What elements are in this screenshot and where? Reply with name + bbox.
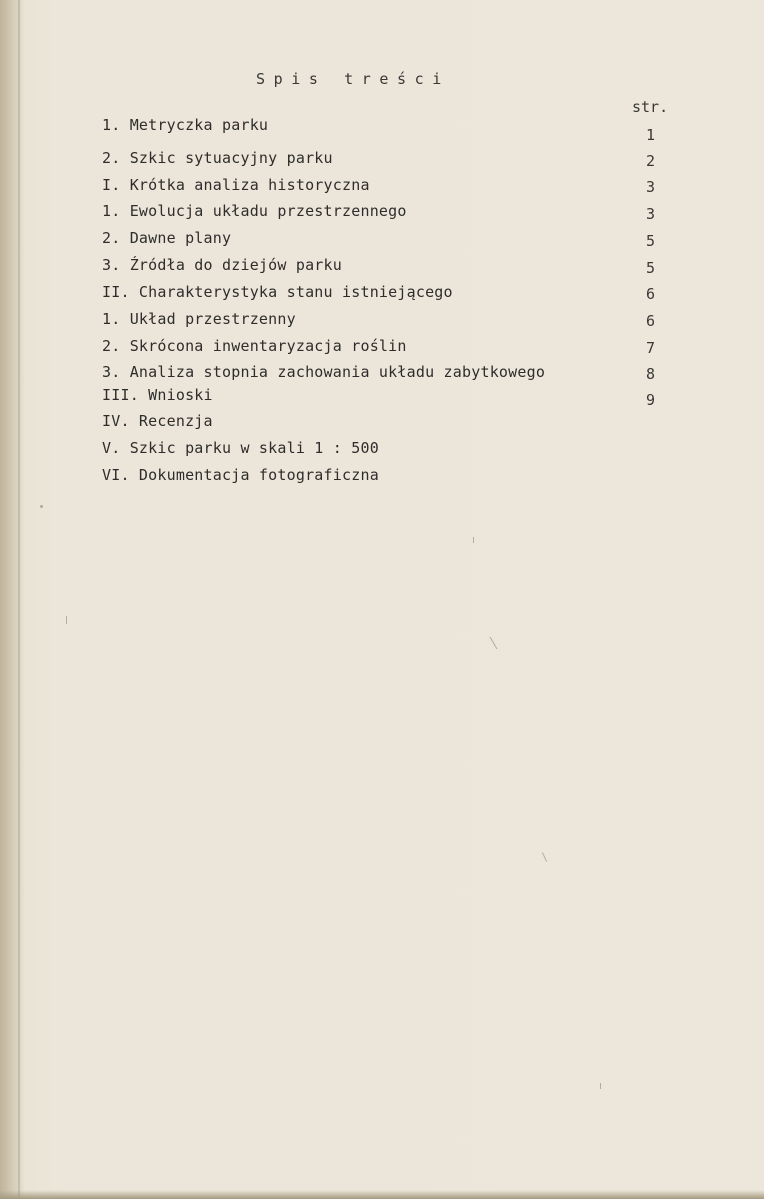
paper-speck	[473, 537, 474, 543]
toc-entry: VI. Dokumentacja fotograficzna	[102, 466, 379, 484]
paper-speck	[600, 1083, 601, 1089]
toc-entry: 3. Źródła do dziejów parku	[102, 256, 342, 274]
toc-page-number: 6	[646, 312, 656, 330]
toc-entry: 2. Dawne plany	[102, 229, 232, 247]
page-bottom-edge	[0, 1190, 764, 1199]
toc-entry: 1. Układ przestrzenny	[102, 310, 296, 328]
paper-speck	[542, 852, 547, 861]
toc-page-number: 3	[646, 205, 656, 223]
paper-speck	[66, 616, 67, 624]
toc-entry: III. Wnioski	[102, 386, 213, 404]
toc-entry: 1. Ewolucja układu przestrzennego	[102, 202, 407, 220]
toc-page-number: 6	[646, 285, 656, 303]
page-binding-edge	[0, 0, 24, 1199]
paper-speck	[490, 637, 498, 650]
toc-entry: V. Szkic parku w skali 1 : 500	[102, 439, 379, 457]
toc-page-number: 3	[646, 178, 656, 196]
page-fold-line	[18, 0, 20, 1199]
toc-entry: II. Charakterystyka stanu istniejącego	[102, 283, 453, 301]
page-column-header: str.	[632, 98, 669, 116]
toc-page-number: 1	[646, 126, 656, 144]
toc-entry: I. Krótka analiza historyczna	[102, 176, 370, 194]
toc-page-number: 5	[646, 259, 656, 277]
toc-page-number: 9	[646, 391, 656, 409]
toc-entry: IV. Recenzja	[102, 412, 213, 430]
toc-entry: 3. Analiza stopnia zachowania układu zabytkowego	[102, 363, 546, 381]
toc-page-number: 8	[646, 365, 656, 383]
toc-entry: 2. Szkic sytuacyjny parku	[102, 149, 333, 167]
toc-title: Spis treści	[256, 70, 450, 88]
toc-entry: 2. Skrócona inwentaryzacja roślin	[102, 337, 407, 355]
toc-page-number: 2	[646, 152, 656, 170]
toc-page-number: 7	[646, 339, 656, 357]
toc-page-number: 5	[646, 232, 656, 250]
toc-entry: 1. Metryczka parku	[102, 116, 269, 134]
paper-speck	[40, 505, 43, 508]
